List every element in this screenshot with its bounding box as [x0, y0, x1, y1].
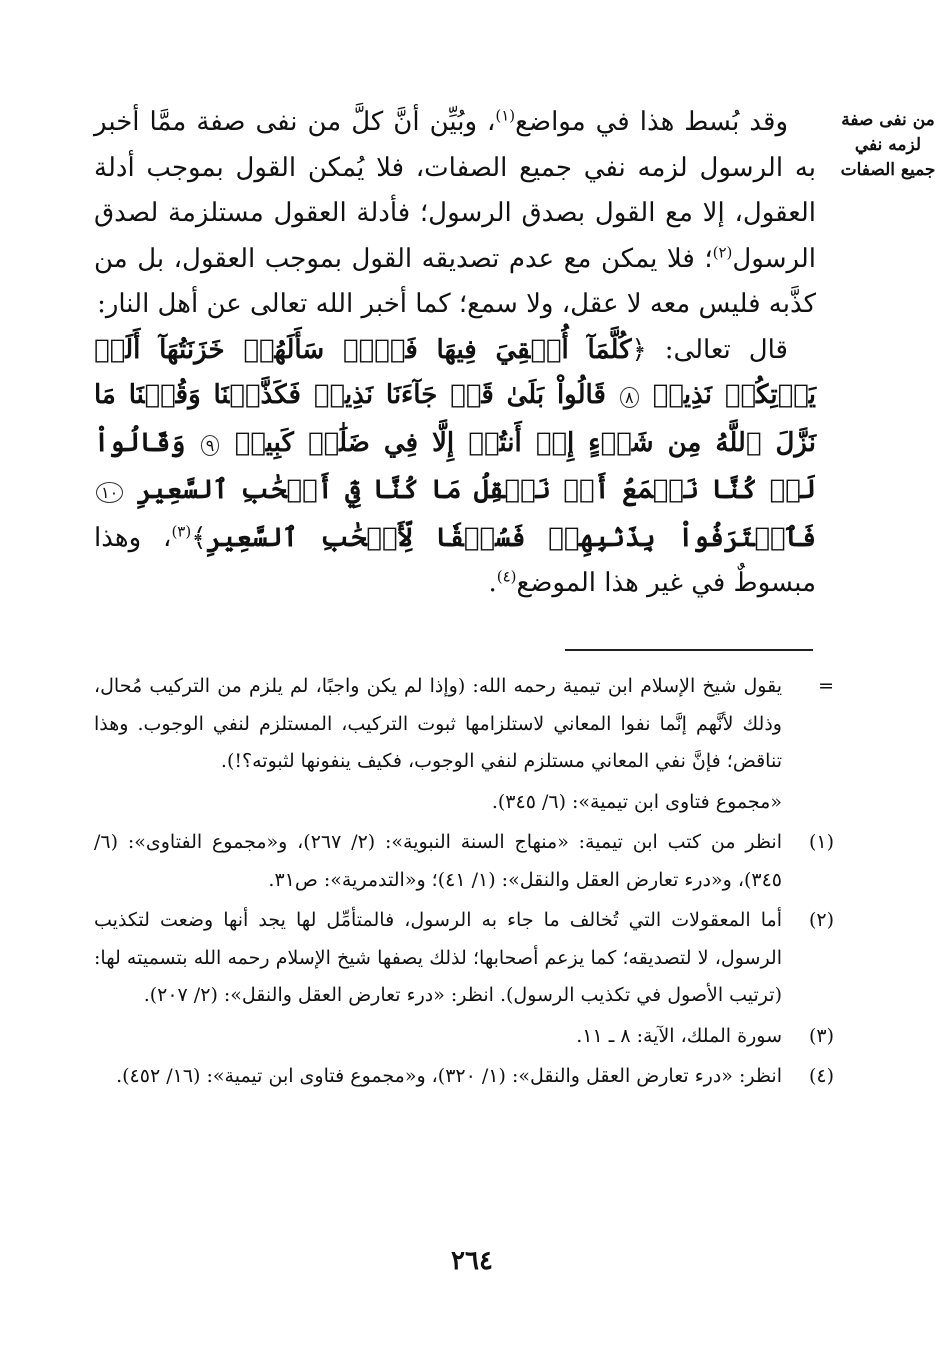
footnote-ref-1[interactable]: (١) [495, 106, 516, 125]
quran-verse-10: وَقَالُواْ لَوۡ كُنَّا نَسۡمَعُ أَوۡ نَعۡقِلُ مَا كُنَّا فِيٓ أَصۡحَٰبِ ٱلسَّعِيرِ [94, 427, 816, 505]
main-text [94, 100, 816, 607]
footnote-4-text: انظر: «درء تعارض العقل والنقل»: (١/ ٣٢٠)، و«مجموع فتاوى ابن تيمية»: (١٦/ ٤٥٢). [116, 1065, 782, 1087]
ayah-number-8: ٨ [620, 387, 639, 408]
footnote-continued [94, 668, 834, 781]
footnote-2 [94, 902, 834, 1015]
footnote-separator [565, 649, 813, 651]
page-number: ٢٦٤ [451, 1246, 493, 1276]
quran-verse-8: كُلَّمَآ أُلۡقِيَ فِيهَا فَوۡجٞ سَأَلَهُمۡ خَزَنَتُهَآ أَلَمۡ يَأۡتِكُمۡ نَذِيرٞ [94, 334, 817, 410]
footnote-ref-4[interactable]: (٤) [496, 567, 517, 586]
footnote-4-mark: (٤) [808, 1065, 834, 1087]
footnote-ref-3[interactable]: (٣) [171, 521, 192, 540]
footnotes [94, 668, 834, 1099]
footnote-continued-text: يقول شيخ الإسلام ابن تيمية رحمه الله: (وإذا لم يكن واجبًا، لم يلزم من التركيب مُحال، وذلك لأنَّهم إنَّما نفوا المعاني لاستلزامها ثبوت التركيب، المستلزم لنفي الوجوب. وهذا تناقض؛ فإنَّ نفي المعاني مستلزم لنفي الوجوب، فكيف ينفونها لثبوته؟!). [94, 675, 782, 772]
quran-verse-11: فَٱعۡتَرَفُواْ بِذَنۢبِهِمۡ فَسُحۡقٗا لِّأَصۡحَٰبِ ٱلسَّعِيرِ [206, 522, 817, 553]
paragraph-1-text-a: وقد بُسط هذا في مواضع [515, 107, 789, 137]
footnote-1 [94, 824, 834, 899]
paragraph-2 [94, 328, 816, 607]
footnote-2-text: أما المعقولات التي تُخالف ما جاء به الرسول، فالمتأمِّل لها يجد أنها وضعت لتكذيب الرسول، لا لتصديقه؛ كما يزعم أصحابها؛ لذلك يصفها شيخ الإسلام رحمه الله بتسميته لها: (ترتيب الأصول في تكذيب الرسول). انظر: «درء تعارض العقل والنقل»: (٢/ ٢٠٧). [94, 909, 782, 1006]
quran-intro: قال تعالى: ﴿ [631, 334, 788, 365]
footnote-1-mark: (١) [808, 831, 834, 853]
footnote-3 [94, 1018, 834, 1056]
paragraph-2-text: ، وهذا مبسوطٌ في غير هذا الموضع [94, 522, 816, 598]
paragraph-1 [94, 100, 816, 328]
footnote-3-mark: (٣) [808, 1024, 834, 1047]
margin-note: من نفى صفة لزمه نفي جميع الصفات [840, 110, 936, 180]
paragraph-2-end: . [488, 568, 497, 598]
footnote-continued-source: «مجموع فتاوى ابن تيمية»: (٦/ ٣٤٥). [491, 790, 782, 813]
quran-verse-9: قَالُواْ بَلَىٰ قَدۡ جَآءَنَا نَذِيرٞ فَكَذَّبۡنَا وَقُلۡنَا مَا نَزَّلَ ٱللَّهُ مِن شَيۡءٍ إِنۡ أَنتُمۡ إِلَّا فِي ضَلَٰلٖ كَبِيرٖ [94, 380, 817, 458]
footnote-continued-mark: = [818, 675, 834, 697]
ayah-number-9: ٩ [201, 435, 220, 456]
footnote-ref-2[interactable]: (٢) [712, 242, 733, 261]
footnote-2-mark: (٢) [808, 909, 834, 931]
footnote-3-text: سورة الملك، الآية: ٨ ـ ١١. [576, 1024, 782, 1047]
footnote-4 [94, 1058, 834, 1096]
quran-close: ﴾ [191, 522, 207, 553]
footnote-1-text: انظر من كتب ابن تيمية: «منهاج السنة النبوية»: (٢/ ٢٦٧)، و«مجموع الفتاوى»: (٦/ ٣٤٥)، و«درء تعارض العقل والنقل»: (١/ ٤١)؛ و«التدمرية»: ص٣١. [94, 831, 783, 891]
ayah-number-10: ١٠ [96, 482, 123, 503]
paragraph-1-text-c: ؛ فلا يمكن مع عدم تصديقه القول بموجب العقول، بل من كذَّبه فليس معه لا عقل، ولا سمع؛ كما أخبر الله تعالى عن أهل النار: [94, 243, 816, 319]
paragraph-1-text-b: ، وبُيِّن أنَّ كلَّ من نفى صفة ممَّا أخبر به الرسول لزمه نفي جميع الصفات، فلا يُمكن القول بموجب أدلة العقول، إلا مع القول بصدق الرسول؛ فأدلة العقول مستلزمة لصدق الرسول [94, 107, 816, 274]
